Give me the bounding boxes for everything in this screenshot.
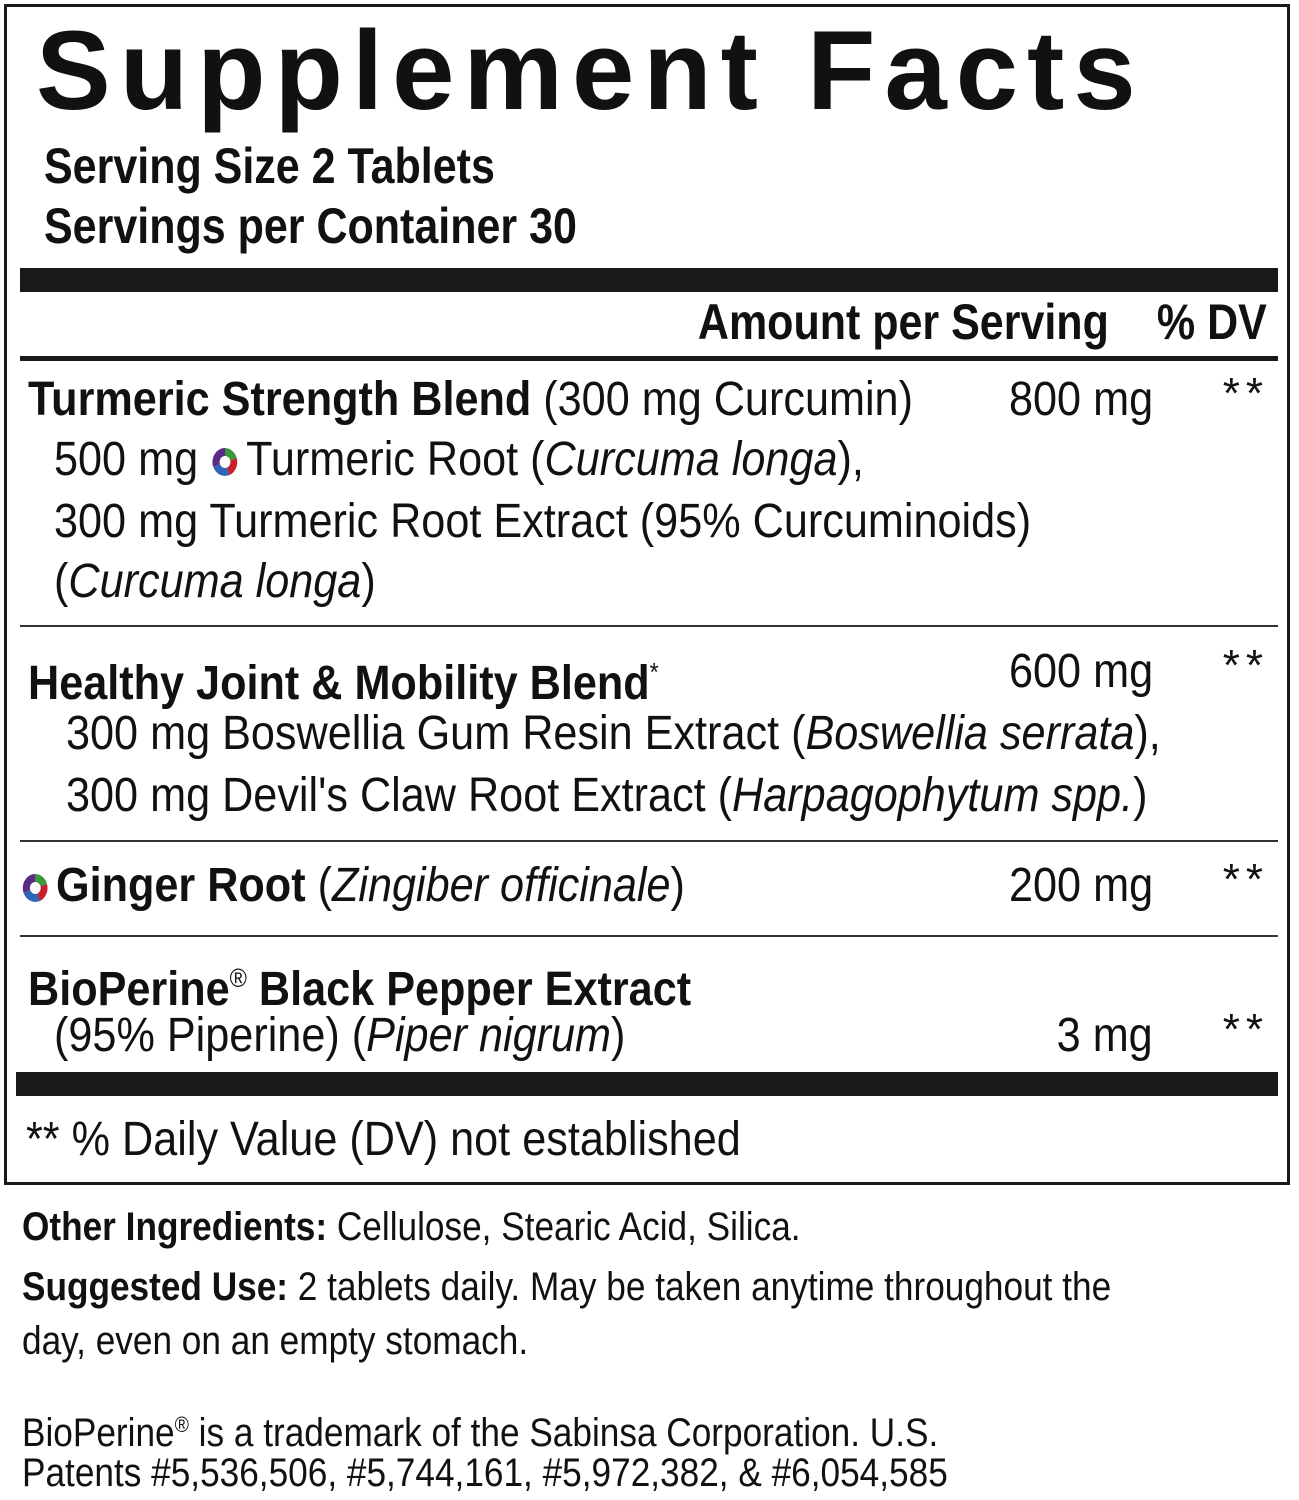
thick-divider-bottom [16, 1072, 1278, 1096]
row-divider [20, 935, 1278, 937]
devils-claw-line: 300 mg Devil's Claw Root Extract (Harpagophytum spp.) [66, 769, 1148, 822]
boswellia-line: 300 mg Boswellia Gum Resin Extract (Boswellia serrata), [66, 707, 1161, 760]
turmeric-extract-line: 300 mg Turmeric Root Extract (95% Curcuminoids) [54, 495, 1032, 548]
trademark-notice: BioPerine® is a trademark of the Sabinsa Corporation. U.S. [22, 1411, 939, 1455]
daily-value-header: % DV [1157, 294, 1267, 350]
servings-per-container: Servings per Container 30 [44, 198, 577, 254]
suggested-use: Suggested Use: 2 tablets daily. May be taken anytime throughout the [22, 1265, 1112, 1309]
daily-value-footnote: ** % Daily Value (DV) not established [26, 1113, 741, 1166]
bioperine-dv: ** [1222, 1005, 1269, 1054]
bioperine-amount: 3 mg [1056, 1009, 1153, 1062]
turmeric-blend-dv: ** [1222, 369, 1269, 418]
row-divider [20, 625, 1278, 627]
turmeric-root-line: 500 mg Turmeric Root (Curcuma longa), [54, 433, 864, 486]
amount-per-serving-header: Amount per Serving [698, 294, 1109, 350]
bioperine-name: BioPerine® Black Pepper Extract [28, 963, 692, 1016]
thick-divider-top [20, 268, 1278, 292]
ginger-root-amount: 200 mg [1008, 859, 1153, 912]
header-divider [20, 356, 1278, 361]
turmeric-latin-line: (Curcuma longa) [54, 555, 376, 608]
ginger-root-name: Ginger Root (Zingiber officinale) [20, 858, 685, 914]
panel-title: Supplement Facts [36, 8, 1145, 133]
row-divider [20, 840, 1278, 842]
joint-blend-amount: 600 mg [1008, 645, 1153, 698]
joint-blend-dv: ** [1222, 641, 1269, 690]
turmeric-blend-name: Turmeric Strength Blend (300 mg Curcumin) [28, 373, 913, 426]
turmeric-blend-amount: 800 mg [1008, 373, 1153, 426]
other-ingredients: Other Ingredients: Cellulose, Stearic Acid, Silica. [22, 1205, 801, 1249]
joint-blend-name: Healthy Joint & Mobility Blend* [28, 657, 659, 710]
ginger-root-dv: ** [1222, 855, 1269, 904]
patent-numbers: Patents #5,536,506, #5,744,161, #5,972,382, & #6,054,585 [22, 1451, 948, 1495]
bioperine-detail: (95% Piperine) (Piper nigrum) [54, 1009, 626, 1062]
organic-icon [20, 871, 51, 905]
suggested-use-continued: day, even on an empty stomach. [22, 1319, 529, 1363]
organic-icon [210, 445, 241, 479]
serving-size: Serving Size 2 Tablets [44, 138, 495, 194]
